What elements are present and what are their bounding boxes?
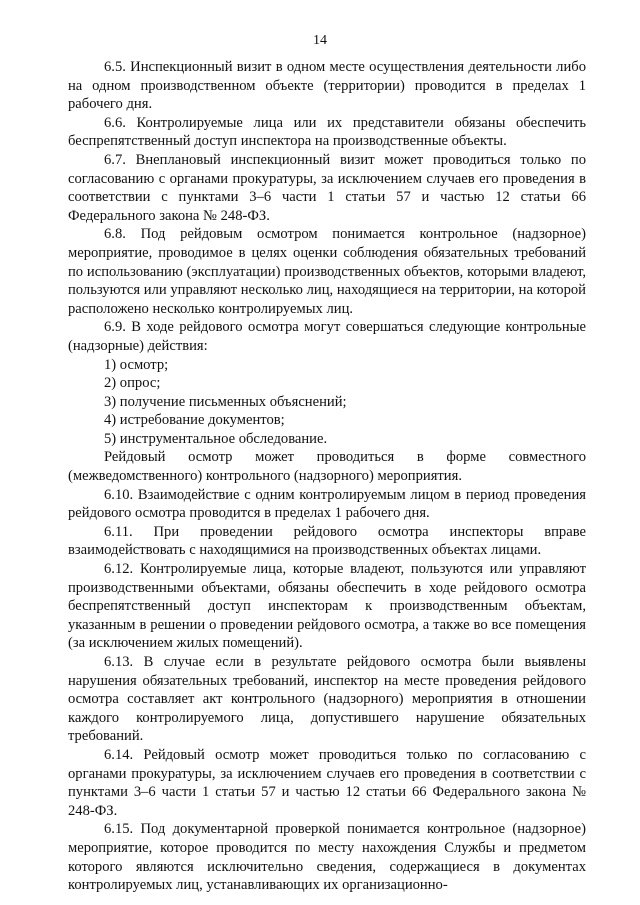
list-item: 5) инструментальное обследование. bbox=[104, 430, 328, 447]
paragraph-6-15: 6.15. Под документарной проверкой понимается контрольное (надзорное) мероприятие, которое проводится по месту нахождения Службы и предметом которого являются исключительно сведения, содержащиеся в документах контролируемых лиц, устанавливающих их организационно- bbox=[68, 821, 586, 894]
paragraph-6-7: 6.7. Внеплановый инспекционный визит может проводиться только по согласованию с органами прокуратуры, за исключением случаев его проведения в соответствии с пунктами 3–6 части 1 статьи 57 и частью 12 статьи 66 Федерального закона № 248-ФЗ. bbox=[68, 151, 586, 224]
paragraph-6-10: 6.10. Взаимодействие с одним контролируемым лицом в период проведения рейдового осмотра проводится в пределах 1 рабочего дня. bbox=[68, 486, 586, 522]
paragraph-6-14: 6.14. Рейдовый осмотр может проводиться только по согласованию с органами прокуратуры, за исключением случаев его проведения в соответствии с пунктами 3–6 части 1 статьи 57 и частью 12 статьи 66 Федерального закона № 248-ФЗ. bbox=[68, 746, 586, 819]
paragraph-6-11: 6.11. При проведении рейдового осмотра инспекторы вправе взаимодействовать с находящимися на производственных объектах лицами. bbox=[68, 523, 586, 559]
paragraph-6-12: 6.12. Контролируемые лица, которые владеют, пользуются или управляют производственными объектами, обязаны обеспечить в ходе рейдового осмотра беспрепятственный доступ инспекторам к производственным объектам, указанным в решении о проведении рейдового осмотра, а также во все помещения (за исключением жилых помещений). bbox=[68, 561, 586, 652]
paragraph-joint-inspection: Рейдовый осмотр может проводиться в форме совместного (межведомственного) контрольного (надзорного) мероприятия. bbox=[68, 449, 586, 485]
paragraph-6-8: 6.8. Под рейдовым осмотром понимается контрольное (надзорное) мероприятие, проводимое в целях оценки соблюдения обязательных требований по использованию (эксплуатации) производственных объектов, которыми владеют, пользуются или управляют несколько лиц, находящиеся на территории, на которой расположено несколько контролируемых лиц. bbox=[68, 226, 586, 317]
list-item: 2) опрос; bbox=[104, 375, 161, 392]
paragraph-6-9: 6.9. В ходе рейдового осмотра могут совершаться следующие контрольные (надзорные) действия: bbox=[68, 319, 586, 354]
paragraph-6-6: 6.6. Контролируемые лица или их представители обязаны обеспечить беспрепятственный доступ инспектора на производственные объекты. bbox=[68, 114, 586, 150]
paragraph-6-13: 6.13. В случае если в результате рейдового осмотра были выявлены нарушения обязательных требований, инспектор на месте проведения рейдового осмотра составляет акт контрольного (надзорного) мероприятия в отношении каждого контролируемого лица, допустившего нарушение обязательных требований. bbox=[68, 654, 586, 745]
list-item: 1) осмотр; bbox=[104, 356, 169, 373]
page-number: 14 bbox=[313, 33, 327, 48]
list-item: 4) истребование документов; bbox=[104, 412, 285, 429]
paragraph-6-5: 6.5. Инспекционный визит в одном месте осуществления деятельности либо на одном производственном объекте (территории) проводится в пределах 1 рабочего дня. bbox=[68, 59, 586, 113]
document-body bbox=[68, 58, 586, 895]
list-item: 3) получение письменных объяснений; bbox=[104, 393, 347, 410]
